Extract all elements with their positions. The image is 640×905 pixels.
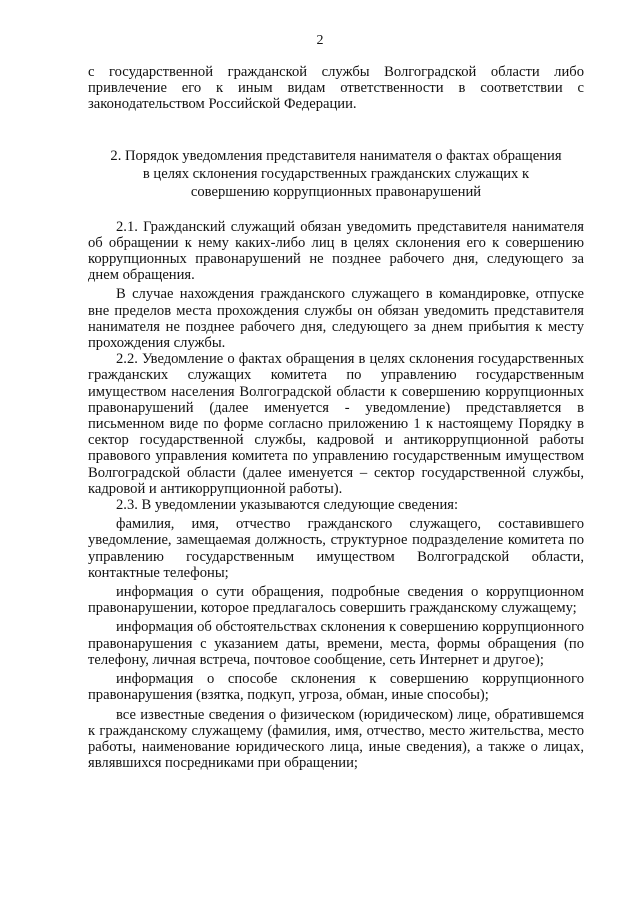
list-item-method: информация о способе склонения к совершению коррупционного правонарушения (взятка, подкуп, угроза, обман, иные способы); [88, 671, 584, 704]
paragraph-2-3: 2.3. В уведомлении указываются следующие сведения: [116, 497, 459, 514]
list-item-essence: информация о сути обращения, подробные сведения о коррупционном правонарушении, которое предлагалось совершить гражданскому служащему; [88, 584, 584, 617]
list-item-person-info: все известные сведения о физическом (юридическом) лице, обратившемся к гражданскому служащему (фамилия, имя, отчество, место жительства, место работы, наименование юридического лица, иные сведения), а также о лицах, являвшихся посредниками при обращении; [88, 706, 584, 772]
document-body [88, 64, 584, 771]
lead-paragraph: с государственной гражданской службы Волгоградской области либо привлечение его к иным видам ответственности в соответствии с законодательством Российской Федерации. [88, 64, 584, 113]
paragraph-2-1: 2.1. Гражданский служащий обязан уведомить представителя нанимателя об обращении к нему каких-либо лиц в целях склонения его к совершению коррупционных правонарушений не позднее рабочего дня, следующего за днем обращения. [88, 218, 584, 284]
list-item-full-name: фамилия, имя, отчество гражданского служащего, составившего уведомление, замещаемая должность, структурное подразделение комитета по управлению государственным имуществом Волгоградской области, контактные телефоны; [88, 516, 584, 581]
paragraph-business-trip: В случае нахождения гражданского служащего в командировке, отпуске вне пределов места прохождения службы он обязан уведомить представителя нанимателя не позднее рабочего дня, следующего за днем прибытия к месту прохождения службы. [88, 286, 584, 352]
page-number: 2 [316, 33, 324, 48]
list-item-circumstances: информация об обстоятельствах склонения к совершению коррупционного правонарушения с указанием даты, времени, места, формы обращения (по телефону, личная встреча, почтовое сообщение, сеть Интернет и другое); [88, 619, 584, 668]
paragraph-2-2: 2.2. Уведомление о фактах обращения в целях склонения государственных гражданских служащих комитета по управлению государственным имуществом населения Волгоградской области к совершению коррупционных правонарушений (далее именуется - уведомление) представляется в письменном виде по форме согласно приложению 1 к настоящему Порядку в сектор государственной службы, кадровой и антикоррупционной работы правового управления комитета по управлению государственным имуществом Волгоградской области (далее именуется – сектор государственной службы, кадровой и антикоррупционной работы). [88, 351, 584, 497]
section-heading: 2. Порядок уведомления представителя нанимателя о фактах обращения в целях склонения государственных гражданских служащих к совершению коррупционных правонарушений [110, 147, 562, 200]
